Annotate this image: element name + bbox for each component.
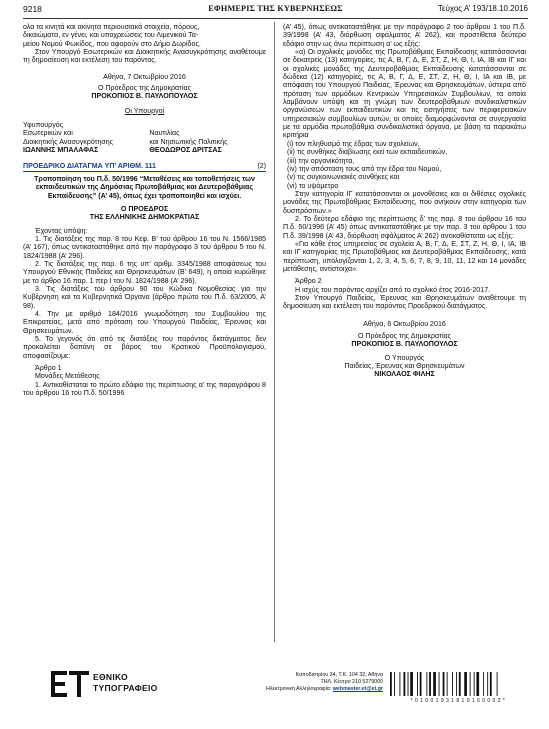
decree-subject: Τροποποίηση του Π.δ. 50/1996 “Μεταθέσεις και τοποθετήσεις των εκπαιδευτικών της Δημόσιας Πρωτοβάθμιας και Δευτεροβάθμιας Εκπαίδευσης” (Α’ 45), όπως έχει τροποποιηθεί και ισχύει. xyxy=(34,174,255,200)
barcode-bar xyxy=(470,672,471,696)
president-name-2: ΠΡΟΚΟΠΙΟΣ Β. ΠΑΥΛΟΠΟΥΛΟΣ xyxy=(351,340,458,349)
barcode-bar xyxy=(399,672,400,696)
minister-b-name: ΘΕΟΔΩΡΟΣ ΔΡΙΤΣΑΣ xyxy=(149,146,222,155)
barcode-bar xyxy=(404,672,406,696)
intro-paragraph: Στον Υπουργό Εσωτερικών και Διοικητικής Ανασυγκρότησης αναθέτουμε τη δημοσίευση και εκτέλεση του παρόντος. xyxy=(23,48,266,65)
right-paragraph-3: Στην κατηγορία ΙΓ κατατάσσονται οι μονοθέσιες και οι διθέσιες σχολικές μονάδες της Πρωτοβάθμιας Εκπαίδευσης, που ανήκουν στην κατηγορία των δυσπρόσιτων.» xyxy=(283,189,526,215)
barcode-bar xyxy=(417,672,418,696)
article-1-title: Μονάδες Μετάθεσης xyxy=(35,372,100,381)
consideration-item: 3. Τις διατάξεις του άρθρου 90 του Κώδικα Νομοθεσίας για την Κυβέρνηση και τα Κυβερνητικά Όργανα (άρθρο πρώτο του Π.δ. 63/2005, Α’ 98). xyxy=(23,284,266,310)
consideration-item: 1. Τις διατάξεις της παρ. 8 του Κεφ. Β’ του άρθρου 16 του Ν. 1566/1985 (Α’ 167), όπως αντικαταστάθηκε από την παράγραφο 3 του άρθρου 5 του Ν. 1824/1988 (Α’ 296). xyxy=(23,234,266,260)
criterion-item: (iii) την οργανικότητα, xyxy=(287,156,355,165)
criterion-item: (ii) τις συνθήκες διαβίωσης εκεί των εκπαιδευτικών, xyxy=(287,148,448,157)
barcode-bar xyxy=(394,672,395,696)
article-1-text: 1. Αντικαθίσταται το πρώτο εδάφιο της περίπτωσης α’ της παραγράφου 8 του άρθρου 16 του Π.δ. 50/1996 xyxy=(23,380,266,398)
criterion-item: (vi) το υψόμετρο xyxy=(287,181,339,190)
article-2-text: Η ισχύς του παρόντος αρχίζει από το σχολικό έτος 2016-2017. xyxy=(295,285,491,294)
issuer-line-1: Ο ΠΡΟΕΔΡΟΣ xyxy=(120,204,169,213)
barcode-bar xyxy=(464,672,467,696)
minister-b-title-2: και Νησιωτικής Πολιτικής xyxy=(149,137,228,146)
barcode-bar xyxy=(452,672,453,696)
criterion-item: (i) τον πληθυσμό της έδρας των σχολείων, xyxy=(287,139,420,148)
barcode-bar xyxy=(476,672,479,696)
phone-line: ΤΗΛ. Κέντρο 210 5279000 xyxy=(320,679,383,685)
date-line: Αθήνα, 7 Οκτωβρίου 2016 xyxy=(103,72,186,81)
barcode-bar xyxy=(429,672,431,696)
intro-line-3: μείου Νομού Φωκίδος, που αφορούν στο Δήμο Δωρίδος. xyxy=(23,39,201,48)
barcode-bar xyxy=(483,672,484,696)
article-1-heading: Άρθρο 1 xyxy=(35,364,62,373)
right-column xyxy=(283,23,526,379)
barcode-bar xyxy=(443,672,445,696)
criterion-item: (v) τις συγκοινωνιακές συνθήκες και xyxy=(287,173,400,182)
logo-text-1: ΕΘΝΙΚΟ xyxy=(93,672,128,682)
address-line: Καποδιστρίου 34, Τ.Κ. 104 32, Αθήνα xyxy=(295,672,383,678)
right-paragraph-2: «α) Οι σχολικές μονάδες της Πρωτοβάθμιας Εκπαίδευσης κατατάσσονται σε δεκατρείς (13) κατηγορίες, τις Α, Β, Γ, Δ, Ε, ΣΤ, Ζ, Η, Θ, Ι, ΙΑ, ΙΒ και ΙΓ και οι σχολικές μονάδες της Δευτεροβάθμιας Εκπαίδευσης κατατάσσονται σε δώδεκα (12) κατηγορίες, τις Α, Β, Γ, Δ, Ε, ΣΤ, Ζ, Η, Θ, Ι, ΙΑ και ΙΒ, με απόφαση του Υπουργού Παιδείας, Έρευνας και Θρησκευμάτων, ύστερα από πρόταση των αρμόδιων Κεντρικών Υπηρεσιακών Συμβουλίων, τα οποία λαμβάνουν υπόψη και τη γνώμη των δευτεροβάθμιων συνδικαλιστικών οργανώσεων των εκπαιδευτικών και τις εισηγήσεις των περιφερειακών υπηρεσιακών συμβουλίων αυτών, οι οποίες διαμορφώνονται σε συνεργασία με τα αρμόδια πρωτοβάθμια συνδικαλιστικά όργανα, με βάση τα παρακάτω κριτήρια xyxy=(283,48,526,140)
minister-c-name: ΝΙΚΟΛΑΟΣ ΦΙΛΗΣ xyxy=(374,370,435,379)
minister-c-title: Ο Υπουργός xyxy=(384,353,425,362)
minister-a-title: Υφυπουργός xyxy=(23,121,64,130)
right-paragraph-4: 2. Το δεύτερο εδάφιο της περίπτωσης δ’ της παρ. 8 του άρθρου 16 του Π.δ. 50/1996 (Α’ 45) όπως αντικαταστάθηκε με την παρ. 3 του άρθρου 1 του Π.δ. 39/1998 (Α’ 43, διόρθωση σφάλματος Α’ 262) αντικαθίσταται ως εξής: xyxy=(283,214,526,240)
decree-title-bar xyxy=(23,162,266,171)
president-title-2: Ο Πρόεδρος της Δημοκρατίας xyxy=(357,332,452,341)
minister-a-title-2: Εσωτερικών και xyxy=(23,129,73,138)
minister-a-title-3: Διοικητικής Ανασυγκρότησης xyxy=(23,137,114,146)
email-line xyxy=(253,686,383,693)
consideration-item: 2. Τις διατάξεις της παρ. 6 της υπ’ αριθμ. 3345/1988 αποφάσεως του Υπουργού Εθνικής Παιδείας και Θρησκευμάτων (Β’ 649), η οποία κυρώθηκε με το άρθρο 16 παρ. 1 περ Ι του Ν. 1824/1988 (Α’ 296). xyxy=(23,259,266,285)
header-rule xyxy=(23,18,528,19)
minister-a-name: ΙΩΑΝΝΗΣ ΜΠΑΛΑΦΑΣ xyxy=(23,146,99,155)
barcode-icon xyxy=(388,672,528,696)
minister-b xyxy=(149,121,266,154)
barcode-bar xyxy=(390,672,392,696)
decree-title: ΠΡΟΕΔΡΙΚΟ ΔΙΑΤΑΓΜΑ ΥΠ’ ΑΡΙΘΜ. 111 xyxy=(23,162,156,171)
right-paragraph-6: Στον Υπουργό Παιδείας, Έρευνας και Θρησκευμάτων αναθέτουμε τη δημοσίευση και εκτέλεση του παρόντος Προεδρικού διατάγματος. xyxy=(283,294,526,311)
minister-c-title-2: Παιδείας, Έρευνας και Θρησκευμάτων xyxy=(344,362,465,371)
email-label: Ηλεκτρονική Αλληλογραφία: xyxy=(266,686,333,692)
ministers-signatures xyxy=(23,121,266,154)
issue-info: Τεύχος Α’ 193/18.10.2016 xyxy=(437,4,528,13)
barcode-bar xyxy=(439,672,440,696)
considering-heading: Έχοντας υπόψη: xyxy=(35,226,88,235)
intro-line-2: δικαιώματα, εν γένει, και υποχρεώσεις του Λιμενικού Τα- xyxy=(23,31,199,40)
issuer-line-2: ΤΗΣ ΕΛΛΗΝΙΚΗΣ ΔΗΜΟΚΡΑΤΙΑΣ xyxy=(89,213,200,222)
barcode-bar xyxy=(420,672,422,696)
page-footer xyxy=(23,667,528,707)
barcode-bar xyxy=(490,672,492,696)
barcode-bar xyxy=(408,672,409,696)
footer-address xyxy=(253,672,383,693)
page-number: 9218 xyxy=(23,4,42,14)
barcode-bar xyxy=(433,672,436,696)
minister-a xyxy=(23,121,140,154)
barcode-bar xyxy=(474,672,475,696)
et-logo-icon xyxy=(51,669,89,699)
newspaper-title: ΕΦΗΜΕΡΙΣ ΤΗΣ ΚΥΒΕΡΝΗΣΕΩΣ xyxy=(208,4,343,13)
barcode-bar xyxy=(426,672,427,696)
right-paragraph-5: «Για κάθε έτος υπηρεσίας σε σχολεία Α, Β, Γ, Δ, Ε, ΣΤ, Ζ, Η, Θ, Ι, ΙΑ, ΙΒ και ΙΓ κατηγορίας της Πρωτοβάθμιας και Δευτεροβάθμιας Εκπαίδευσης, κατά περίπτωση, υπολογίζονται 1, 2, 3, 4, 5, 6, 7, 8, 9, 10, 11, 12 και 14 μονάδες μετάθεσης, αντίστοιχα». xyxy=(283,239,526,273)
barcode-bar xyxy=(459,672,461,696)
president-title: Ο Πρόεδρος της Δημοκρατίας xyxy=(97,84,192,93)
email-link[interactable]: webmaster.et@et.gr xyxy=(332,686,383,692)
page-header xyxy=(23,5,528,17)
logo-text-2: ΤΥΠΟΓΡΑΦΕΙΟ xyxy=(93,683,158,693)
president-name: ΠΡΟΚΟΠΙΟΣ Β. ΠΑΥΛΟΠΟΥΛΟΣ xyxy=(91,92,198,101)
article-2-heading: Άρθρο 2 xyxy=(295,277,322,286)
national-printing-office-logo xyxy=(51,667,166,703)
barcode-bar xyxy=(487,672,488,696)
date-line-2: Αθήνα, 6 Οκτωβρίου 2016 xyxy=(363,319,446,328)
criterion-item: (iv) την απόσταση τους από την έδρα του Νομού, xyxy=(287,164,442,173)
barcode-bar xyxy=(447,672,448,696)
barcode-bar xyxy=(497,672,498,696)
ministers-heading: Οι Υπουργοί xyxy=(124,106,165,115)
minister-b-title: Ναυτιλίας xyxy=(149,129,180,138)
barcode-number: * 0 1 0 0 1 9 3 1 8 1 0 1 6 0 0 0 2 * xyxy=(410,698,506,704)
intro-line-1: ολα τα κινητά και ακίνητα περιουσιακά στοιχεία, πόρους, xyxy=(23,23,200,31)
consideration-item: 5. Το γεγονός ότι από τις διατάξεις του παρόντος διατάγματος δεν προκαλείται δαπάνη σε βάρος του Κρατικού Προϋπολογισμού, αποφασίζουμε: xyxy=(23,335,266,360)
decree-number: (2) xyxy=(257,162,266,171)
barcode-bar xyxy=(410,672,413,696)
consideration-item: 4. Την με αριθμό 184/2016 γνωμοδότηση του Συμβουλίου της Επικρατείας, μετά από πρόταση του Υπουργού Παιδείας, Έρευνας και Θρησκευμάτων. xyxy=(23,309,266,335)
barcode-bar xyxy=(456,672,457,696)
left-column xyxy=(23,23,266,397)
right-paragraph-1: (Α’ 45), όπως αντικαταστάθηκε με την παράγραφο 2 του άρθρου 1 του Π.δ. 39/1998 (Α’ 43, διόρθωση σφάλματος Α’ 262), και προστίθεται δεύτερο εδάφιο στην ως άνω περίπτωση α’ ως εξής: xyxy=(283,23,526,48)
column-divider xyxy=(274,22,275,642)
